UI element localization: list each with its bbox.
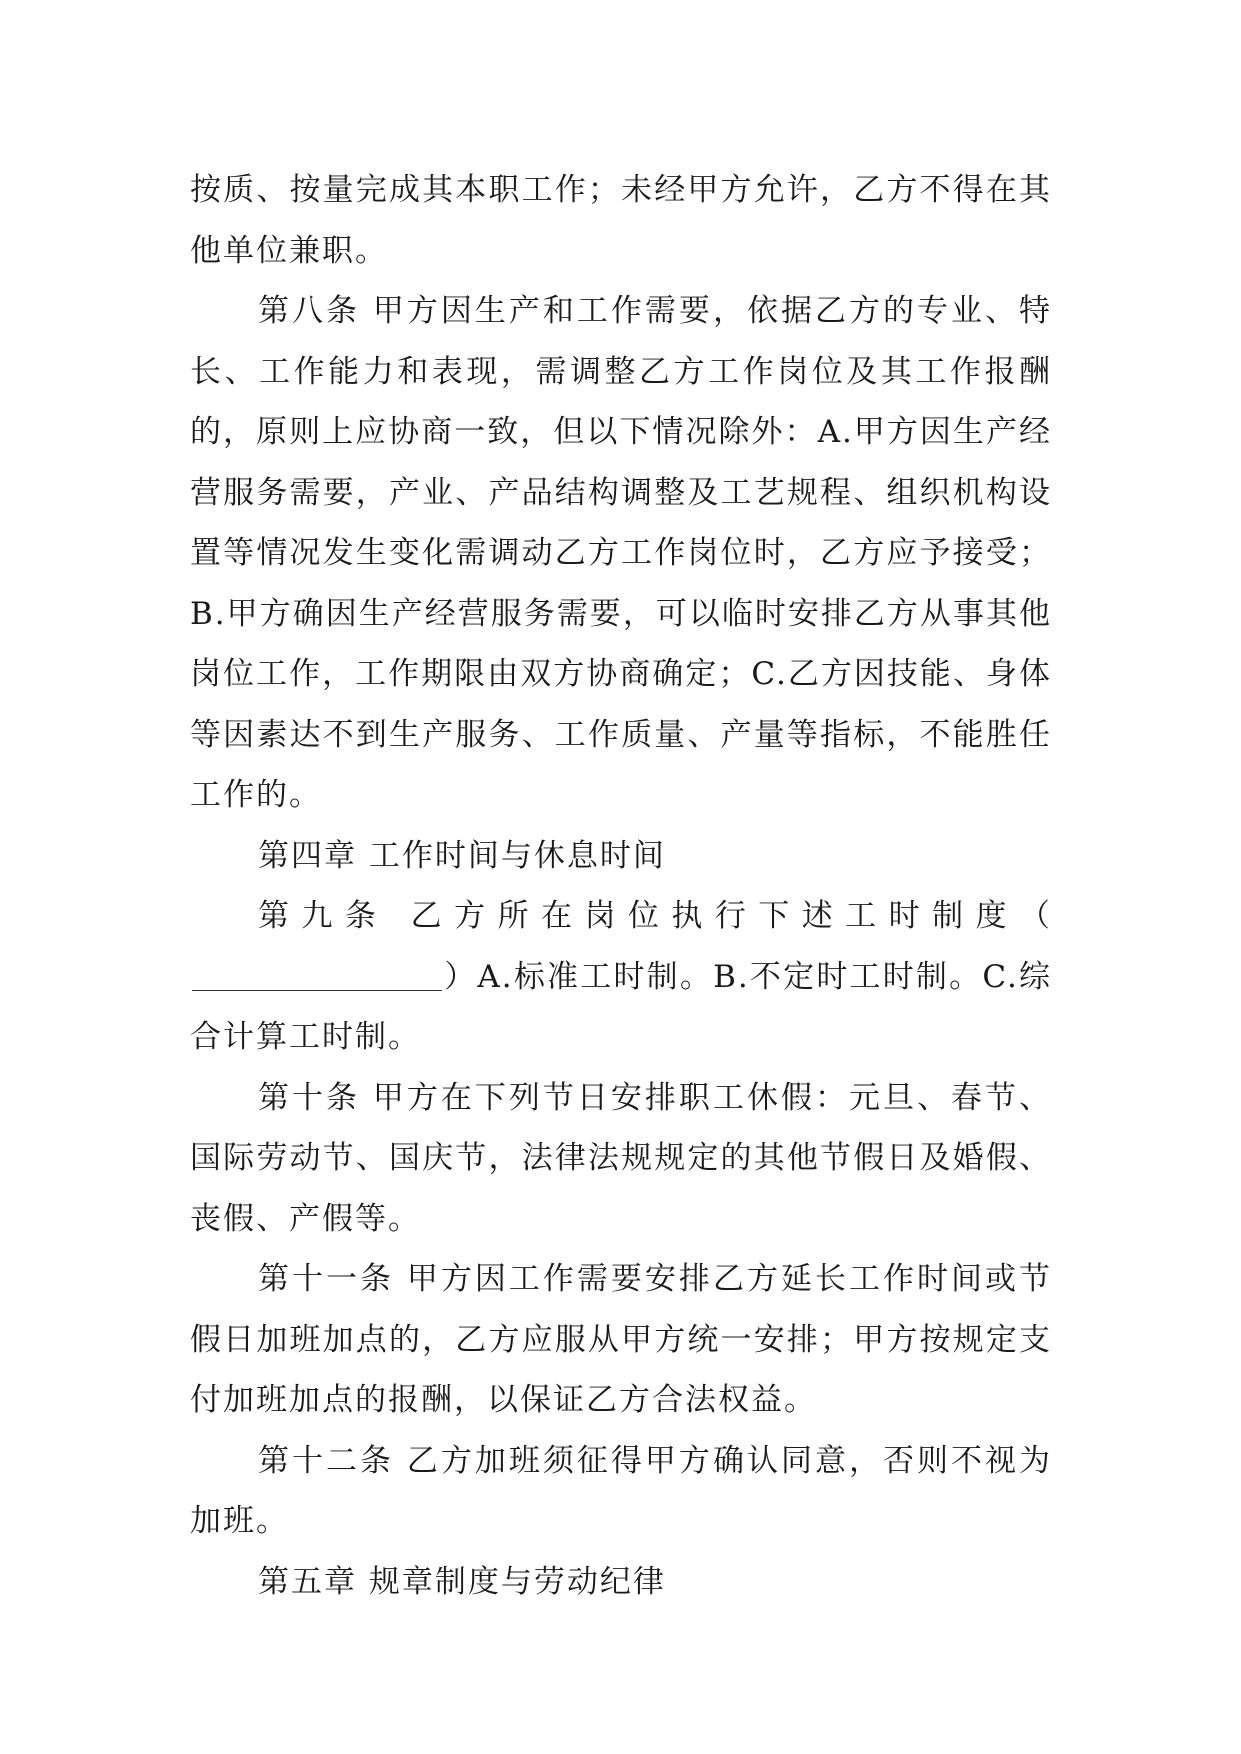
paragraph-continuation: 按质、按量完成其本职工作；未经甲方允许，乙方不得在其他单位兼职。: [190, 172, 1052, 269]
document-body: [190, 160, 1052, 1612]
paragraph-article-9: [190, 886, 1052, 1068]
article-9-text-before: 第九条 乙方所在岗位执行下述工时制度（: [258, 898, 1052, 934]
fill-in-blank[interactable]: [192, 960, 442, 991]
paragraph-article-12: 第十二条 乙方加班须征得甲方确认同意，否则不视为加班。: [190, 1442, 1052, 1539]
article-9-text-after: ）A.标准工时制。B.不定时工时制。C.综合计算工时制。: [190, 958, 1052, 1055]
chapter-heading-5: 第五章 规章制度与劳动纪律: [258, 1563, 666, 1600]
paragraph-article-10: 第十条 甲方在下列节日安排职工休假：元旦、春节、国际劳动节、国庆节，法律法规规定的其他节假日及婚假、丧假、产假等。: [190, 1079, 1052, 1237]
chapter-heading-4: 第四章 工作时间与休息时间: [258, 837, 666, 874]
paragraph-article-8: 第八条 甲方因生产和工作需要，依据乙方的专业、特长、工作能力和表现，需调整乙方工作岗位及其工作报酬的，原则上应协商一致，但以下情况除外：A.甲方因生产经营服务需要，产业、产品结构调整及工艺规程、组织机构设置等情况发生变化需调动乙方工作岗位时，乙方应予接受；B.甲方确因生产经营服务需要，可以临时安排乙方从事其他岗位工作，工作期限由双方协商确定；C.乙方因技能、身体等因素达不到生产服务、工作质量、产量等指标，不能胜任工作的。: [190, 293, 1052, 813]
paragraph-article-11: 第十一条 甲方因工作需要安排乙方延长工作时间或节假日加班加点的，乙方应服从甲方统一安排；甲方按规定支付加班加点的报酬，以保证乙方合法权益。: [190, 1261, 1052, 1418]
